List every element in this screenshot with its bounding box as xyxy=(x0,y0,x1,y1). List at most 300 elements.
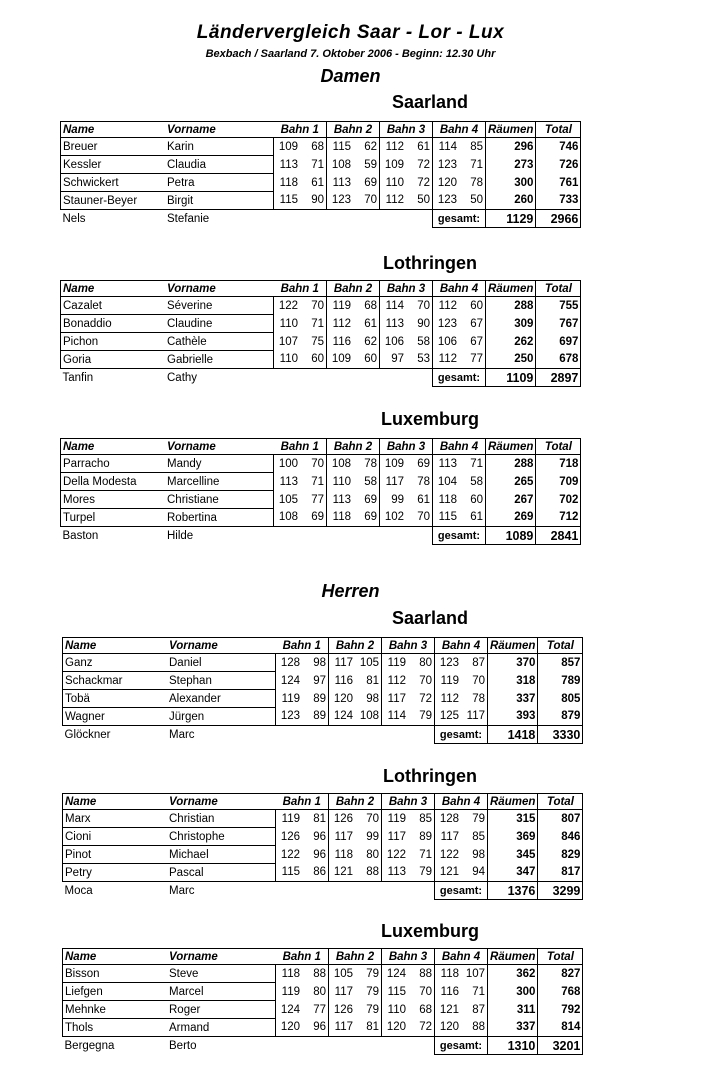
pin-score: 108 xyxy=(359,710,379,723)
pin-score: 77 xyxy=(470,353,483,366)
pin-score: 118 xyxy=(329,846,356,864)
total-value: 678 xyxy=(536,351,581,369)
pin-score: 71 xyxy=(311,475,324,488)
pin-score: 69 xyxy=(364,493,377,506)
player-last-name: Pinot xyxy=(63,846,168,864)
pin-score: 128 xyxy=(276,654,303,672)
spacer xyxy=(276,1037,435,1055)
pin-score: 60 xyxy=(470,493,483,506)
pin-score: 50 xyxy=(417,194,430,207)
pin-score: 78 xyxy=(417,475,430,488)
pin-score: 77 xyxy=(311,493,324,506)
substitute-row xyxy=(61,369,581,387)
column-header: Bahn 4 xyxy=(433,122,486,138)
pin-score: 117 xyxy=(329,828,356,846)
table-row xyxy=(63,864,583,882)
pin-score: 61 xyxy=(417,140,430,153)
column-header: Vorname xyxy=(167,282,216,295)
player-first-name: Karin xyxy=(165,138,274,156)
pin-score: 89 xyxy=(419,830,432,843)
raeumen-value: 296 xyxy=(486,138,536,156)
pin-score: 108 xyxy=(327,156,354,174)
column-header: Total xyxy=(538,794,583,810)
player-last-name: Marx xyxy=(63,810,168,828)
player-last-name: Petry xyxy=(63,864,168,882)
pin-score: 70 xyxy=(366,812,379,825)
pin-score: 71 xyxy=(311,158,324,171)
pin-score: 108 xyxy=(327,455,354,473)
table-row xyxy=(61,156,581,174)
pin-score: 122 xyxy=(274,297,301,315)
table-row xyxy=(61,333,581,351)
column-header: Vorname xyxy=(169,950,218,963)
total-value: 807 xyxy=(538,810,583,828)
player-first-name: Michael xyxy=(167,846,276,864)
substitute-last-name: Glöckner xyxy=(64,728,111,741)
pin-score: 123 xyxy=(435,654,462,672)
pin-score: 120 xyxy=(276,1019,303,1037)
pin-score: 113 xyxy=(327,491,354,509)
pin-score: 94 xyxy=(472,866,485,879)
substitute-row xyxy=(61,210,581,228)
column-header: Name xyxy=(65,950,97,963)
pin-score: 81 xyxy=(313,812,326,825)
column-header: Bahn 4 xyxy=(435,949,488,965)
player-first-name: Marcel xyxy=(167,983,276,1001)
pin-score: 78 xyxy=(364,457,377,470)
pin-score: 97 xyxy=(313,674,326,687)
table-row xyxy=(63,846,583,864)
column-header: Bahn 2 xyxy=(329,949,382,965)
substitute-first-name: Marc xyxy=(169,884,195,897)
pin-score: 60 xyxy=(470,299,483,312)
herren-team-name: Luxemburg xyxy=(380,921,479,941)
pin-score: 68 xyxy=(311,140,324,153)
column-header: Name xyxy=(63,440,95,453)
pin-score: 123 xyxy=(433,156,460,174)
player-last-name: Parracho xyxy=(61,455,166,473)
pin-score: 112 xyxy=(380,138,407,156)
total-value: 814 xyxy=(538,1019,583,1037)
column-header: Total xyxy=(536,439,581,455)
pin-score: 118 xyxy=(435,965,462,983)
player-last-name: Cioni xyxy=(63,828,168,846)
table-header-row xyxy=(61,122,581,138)
total-value: 817 xyxy=(538,864,583,882)
pin-score: 70 xyxy=(311,299,324,312)
pin-score: 70 xyxy=(419,985,432,998)
table-row xyxy=(61,491,581,509)
pin-score: 89 xyxy=(313,692,326,705)
table-row xyxy=(61,192,581,210)
player-first-name: Alexander xyxy=(167,690,276,708)
pin-score: 109 xyxy=(380,156,407,174)
table-row xyxy=(63,965,583,983)
raeumen-value: 300 xyxy=(488,983,538,1001)
pin-score: 118 xyxy=(433,491,460,509)
table-row xyxy=(61,351,581,369)
pin-score: 128 xyxy=(435,810,462,828)
pin-score: 123 xyxy=(433,315,460,333)
substitute-row xyxy=(63,726,583,744)
pin-score: 105 xyxy=(359,656,379,669)
pin-score: 110 xyxy=(327,473,354,491)
gesamt-raeumen: 1109 xyxy=(486,369,536,387)
pin-score: 123 xyxy=(433,192,460,210)
pin-score: 69 xyxy=(417,457,430,470)
total-value: 761 xyxy=(536,174,581,192)
pin-score: 99 xyxy=(366,830,379,843)
pin-score: 112 xyxy=(327,315,354,333)
column-header: Total xyxy=(538,949,583,965)
pin-score: 104 xyxy=(433,473,460,491)
pin-score: 79 xyxy=(472,812,485,825)
player-last-name: Mehnke xyxy=(63,1001,168,1019)
pin-score: 119 xyxy=(382,810,409,828)
pin-score: 61 xyxy=(311,176,324,189)
pin-score: 114 xyxy=(380,297,407,315)
pin-score: 121 xyxy=(435,864,462,882)
column-header: Bahn 1 xyxy=(280,282,319,295)
pin-score: 70 xyxy=(472,674,485,687)
pin-score: 85 xyxy=(419,812,432,825)
pin-score: 123 xyxy=(276,708,303,726)
table-row xyxy=(63,690,583,708)
pin-score: 115 xyxy=(327,138,354,156)
column-header: Bahn 1 xyxy=(282,950,321,963)
pin-score: 109 xyxy=(380,455,407,473)
raeumen-value: 315 xyxy=(488,810,538,828)
pin-score: 72 xyxy=(417,176,430,189)
table-header-row xyxy=(61,439,581,455)
spacer xyxy=(274,369,433,387)
pin-score: 68 xyxy=(419,1003,432,1016)
column-header: Räumen xyxy=(488,794,538,810)
pin-score: 117 xyxy=(329,1019,356,1037)
table-row xyxy=(63,708,583,726)
player-first-name: Claudine xyxy=(165,315,274,333)
raeumen-value: 288 xyxy=(486,455,536,473)
pin-score: 120 xyxy=(382,1019,409,1037)
damen-team-name: Luxemburg xyxy=(380,409,479,429)
gesamt-total: 3201 xyxy=(538,1037,583,1055)
pin-score: 107 xyxy=(274,333,301,351)
pin-score: 79 xyxy=(419,866,432,879)
gesamt-label: gesamt: xyxy=(435,882,488,900)
pin-score: 87 xyxy=(472,656,485,669)
raeumen-value: 369 xyxy=(488,828,538,846)
player-first-name: Petra xyxy=(165,174,274,192)
herren-team-name: Lothringen xyxy=(383,766,477,786)
raeumen-value: 269 xyxy=(486,509,536,527)
pin-score: 110 xyxy=(380,174,407,192)
column-header: Name xyxy=(65,795,97,808)
raeumen-value: 311 xyxy=(488,1001,538,1019)
pin-score: 118 xyxy=(274,174,301,192)
pin-score: 124 xyxy=(382,965,409,983)
pin-score: 88 xyxy=(472,1021,485,1034)
total-value: 697 xyxy=(536,333,581,351)
substitute-last-name: Nels xyxy=(62,212,86,225)
pin-score: 112 xyxy=(382,672,409,690)
pin-score: 118 xyxy=(327,509,354,527)
column-header: Name xyxy=(65,639,97,652)
raeumen-value: 267 xyxy=(486,491,536,509)
pin-score: 109 xyxy=(274,138,301,156)
table-row xyxy=(63,983,583,1001)
pin-score: 116 xyxy=(329,672,356,690)
herren-category-heading: Herren xyxy=(321,581,380,601)
damen-category-heading: Damen xyxy=(320,66,381,86)
total-value: 829 xyxy=(538,846,583,864)
pin-score: 79 xyxy=(366,967,379,980)
substitute-last-name: Moca xyxy=(64,884,93,897)
pin-score: 70 xyxy=(364,194,377,207)
table-header-row xyxy=(63,949,583,965)
pin-score: 117 xyxy=(466,710,485,723)
pin-score: 115 xyxy=(382,983,409,1001)
spacer xyxy=(274,527,433,545)
column-header: Bahn 2 xyxy=(327,281,380,297)
table-row xyxy=(63,828,583,846)
pin-score: 97 xyxy=(380,351,407,369)
total-value: 857 xyxy=(538,654,583,672)
pin-score: 61 xyxy=(364,317,377,330)
player-first-name: Stephan xyxy=(167,672,276,690)
player-first-name: Roger xyxy=(167,1001,276,1019)
table-row xyxy=(61,297,581,315)
column-header: Total xyxy=(536,122,581,138)
total-value: 733 xyxy=(536,192,581,210)
table-row xyxy=(61,174,581,192)
substitute-first-name: Marc xyxy=(169,728,195,741)
pin-score: 117 xyxy=(329,654,356,672)
player-last-name: Stauner-Beyer xyxy=(61,192,166,210)
pin-score: 71 xyxy=(470,457,483,470)
raeumen-value: 347 xyxy=(488,864,538,882)
pin-score: 70 xyxy=(311,457,324,470)
pin-score: 78 xyxy=(472,692,485,705)
pin-score: 113 xyxy=(327,174,354,192)
damen-results-table xyxy=(60,438,581,545)
pin-score: 80 xyxy=(366,848,379,861)
pin-score: 80 xyxy=(313,985,326,998)
total-value: 755 xyxy=(536,297,581,315)
pin-score: 115 xyxy=(276,864,303,882)
pin-score: 88 xyxy=(419,967,432,980)
substitute-row xyxy=(61,527,581,545)
column-header: Bahn 1 xyxy=(282,639,321,652)
pin-score: 121 xyxy=(435,1001,462,1019)
spacer xyxy=(276,882,435,900)
herren-team-name: Saarland xyxy=(391,608,469,628)
player-last-name: Bisson xyxy=(63,965,168,983)
pin-score: 110 xyxy=(382,1001,409,1019)
pin-score: 122 xyxy=(276,846,303,864)
column-header: Bahn 2 xyxy=(329,638,382,654)
total-value: 879 xyxy=(538,708,583,726)
pin-score: 96 xyxy=(313,848,326,861)
gesamt-raeumen: 1089 xyxy=(486,527,536,545)
total-value: 827 xyxy=(538,965,583,983)
pin-score: 98 xyxy=(472,848,485,861)
pin-score: 117 xyxy=(382,828,409,846)
pin-score: 119 xyxy=(276,983,303,1001)
total-value: 702 xyxy=(536,491,581,509)
substitute-first-name: Hilde xyxy=(167,529,194,542)
pin-score: 78 xyxy=(470,176,483,189)
gesamt-total: 3299 xyxy=(538,882,583,900)
pin-score: 72 xyxy=(419,692,432,705)
table-row xyxy=(61,315,581,333)
total-value: 805 xyxy=(538,690,583,708)
pin-score: 126 xyxy=(329,810,356,828)
spacer xyxy=(276,726,435,744)
total-value: 746 xyxy=(536,138,581,156)
column-header: Bahn 2 xyxy=(329,794,382,810)
player-last-name: Liefgen xyxy=(63,983,168,1001)
total-value: 767 xyxy=(536,315,581,333)
gesamt-label: gesamt: xyxy=(433,527,486,545)
total-value: 768 xyxy=(538,983,583,1001)
column-header: Bahn 4 xyxy=(433,281,486,297)
pin-score: 81 xyxy=(366,674,379,687)
pin-score: 123 xyxy=(327,192,354,210)
raeumen-value: 362 xyxy=(488,965,538,983)
pin-score: 96 xyxy=(313,830,326,843)
pin-score: 70 xyxy=(417,511,430,524)
column-header: Bahn 3 xyxy=(382,949,435,965)
pin-score: 119 xyxy=(435,672,462,690)
pin-score: 77 xyxy=(313,1003,326,1016)
pin-score: 69 xyxy=(311,511,324,524)
table-row xyxy=(61,138,581,156)
raeumen-value: 393 xyxy=(488,708,538,726)
pin-score: 71 xyxy=(311,317,324,330)
damen-results-table xyxy=(60,121,581,228)
player-first-name: Birgit xyxy=(165,192,274,210)
player-first-name: Claudia xyxy=(165,156,274,174)
pin-score: 110 xyxy=(274,315,301,333)
pin-score: 58 xyxy=(364,475,377,488)
substitute-first-name: Cathy xyxy=(167,371,198,384)
column-header: Bahn 3 xyxy=(382,794,435,810)
pin-score: 88 xyxy=(366,866,379,879)
player-first-name: Marcelline xyxy=(165,473,274,491)
pin-score: 124 xyxy=(276,1001,303,1019)
pin-score: 126 xyxy=(276,828,303,846)
player-first-name: Christophe xyxy=(167,828,276,846)
pin-score: 105 xyxy=(329,965,356,983)
page-subtitle: Bexbach / Saarland 7. Oktober 2006 - Beginn: 12.30 Uhr xyxy=(205,48,496,60)
column-header: Bahn 1 xyxy=(280,123,319,136)
pin-score: 112 xyxy=(380,192,407,210)
table-header-row xyxy=(63,794,583,810)
column-header: Bahn 2 xyxy=(327,439,380,455)
column-header: Vorname xyxy=(169,795,218,808)
pin-score: 120 xyxy=(329,690,356,708)
gesamt-label: gesamt: xyxy=(433,210,486,228)
pin-score: 117 xyxy=(329,983,356,1001)
player-last-name: Breuer xyxy=(61,138,166,156)
pin-score: 122 xyxy=(382,846,409,864)
pin-score: 67 xyxy=(470,335,483,348)
gesamt-raeumen: 1376 xyxy=(488,882,538,900)
player-first-name: Jürgen xyxy=(167,708,276,726)
gesamt-label: gesamt: xyxy=(433,369,486,387)
damen-team-name: Lothringen xyxy=(383,253,477,273)
herren-results-table xyxy=(62,793,583,900)
column-header: Vorname xyxy=(169,639,218,652)
pin-score: 96 xyxy=(313,1021,326,1034)
player-last-name: Turpel xyxy=(61,509,166,527)
column-header: Name xyxy=(63,282,95,295)
player-last-name: Ganz xyxy=(63,654,168,672)
column-header: Räumen xyxy=(486,281,536,297)
pin-score: 107 xyxy=(465,967,485,980)
pin-score: 126 xyxy=(329,1001,356,1019)
column-header: Bahn 4 xyxy=(435,638,488,654)
table-header-row xyxy=(63,638,583,654)
column-header: Vorname xyxy=(167,440,216,453)
substitute-last-name: Tanfin xyxy=(62,371,94,384)
gesamt-label: gesamt: xyxy=(435,1037,488,1055)
herren-results-table xyxy=(62,948,583,1055)
raeumen-value: 337 xyxy=(488,1019,538,1037)
column-header: Name xyxy=(63,123,95,136)
pin-score: 79 xyxy=(366,985,379,998)
pin-score: 53 xyxy=(417,353,430,366)
pin-score: 115 xyxy=(274,192,301,210)
pin-score: 119 xyxy=(276,690,303,708)
player-first-name: Christiane xyxy=(165,491,274,509)
gesamt-total: 3330 xyxy=(538,726,583,744)
pin-score: 85 xyxy=(470,140,483,153)
spacer xyxy=(274,210,433,228)
table-row xyxy=(63,810,583,828)
pin-score: 108 xyxy=(274,509,301,527)
pin-score: 61 xyxy=(417,493,430,506)
substitute-first-name: Stefanie xyxy=(167,212,210,225)
pin-score: 124 xyxy=(329,708,356,726)
pin-score: 117 xyxy=(380,473,407,491)
pin-score: 69 xyxy=(364,511,377,524)
raeumen-value: 262 xyxy=(486,333,536,351)
substitute-last-name: Baston xyxy=(62,529,99,542)
pin-score: 59 xyxy=(364,158,377,171)
total-value: 846 xyxy=(538,828,583,846)
pin-score: 109 xyxy=(327,351,354,369)
table-row xyxy=(63,672,583,690)
player-first-name: Cathèle xyxy=(165,333,274,351)
player-first-name: Pascal xyxy=(167,864,276,882)
pin-score: 61 xyxy=(470,511,483,524)
pin-score: 88 xyxy=(313,967,326,980)
pin-score: 60 xyxy=(364,353,377,366)
total-value: 792 xyxy=(538,1001,583,1019)
total-value: 726 xyxy=(536,156,581,174)
total-value: 709 xyxy=(536,473,581,491)
pin-score: 120 xyxy=(433,174,460,192)
table-row xyxy=(61,509,581,527)
raeumen-value: 250 xyxy=(486,351,536,369)
column-header: Räumen xyxy=(488,638,538,654)
pin-score: 113 xyxy=(380,315,407,333)
pin-score: 112 xyxy=(433,351,460,369)
substitute-last-name: Bergegna xyxy=(64,1039,115,1052)
pin-score: 121 xyxy=(329,864,356,882)
pin-score: 117 xyxy=(435,828,462,846)
